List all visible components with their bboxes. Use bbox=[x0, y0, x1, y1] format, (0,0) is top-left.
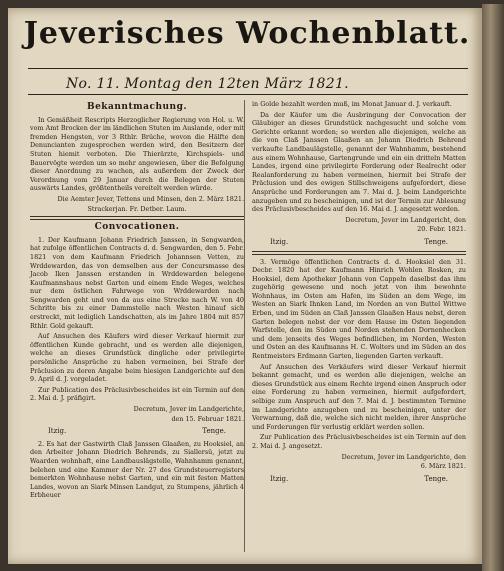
decretum-date: 20. Febr. 1821. bbox=[417, 225, 466, 234]
paragraph: 3. Vermöge öffentlichen Contracts d. d. Hooksiel den 31. Decbr. 1820 hat der Kaufmann Hinrich Wohlen Rosken, zu Hooksiel, dem Apotheker Johann von Cappeln daselbst das ihm zugehörig gewesene und noch jetzt von ihm bewohnte Wohnhaus, im Osten am Hafen, im Süden an dem Wege, im Westen an Siark Ihnken Land, im Norden an von Buttel Wittwe Erben, und im Süden an Claß Janssen Glaaßen Haus nebst, deren Garten belegen nebst der vor dem Hause im Osten liegenden Warfstelle, den im Süden und Norden stehenden Dornenhecken und dem jenseits des Weges befindlichen, im Norden, Westen und Osten an des Kaufmanns H. C. Wolters und im Süden an des Rentmeisters Erdmann Garten, liegenden Garten verkauft. bbox=[252, 257, 466, 361]
masthead-title: Jeverisches Wochenblatt. bbox=[23, 16, 471, 51]
masthead-rule bbox=[28, 68, 468, 69]
issue-dateline: No. 11. Montag den 12ten März 1821. bbox=[66, 76, 349, 92]
right-column bbox=[252, 100, 466, 487]
paragraph: Da der Käufer um die Ausbringung der Convocation der Gläubiger an dieses Grundstück nachgesucht und solche vom Gerichte erkannt worden; so werden alle diejenigen, welche an die von Claß Janssen Glaaßen an Johann Diedrich Behrend verkaufte Landbaulägstelle, genannt der Wahnhamm, bestehend aus einem Wohnhause, Gartengrunde und ein ein dritteln Matten Landes, irgend eine privilegirte Forderung oder Realrecht oder Realanforderung zu haben vermeinen, hiermit bei Strafe der Präclusion und des ewigen Stillschweigens aufgefordert, diese Ansprüche und Forderungen am 7. Mai d. J. beim Landgerichte anzugeben und zu bescheinigen, und ist der Termin zur Ablesung des Präclusivbescheides auf den 16. Mai d. J. angesetzt worden. bbox=[252, 110, 466, 214]
paragraph: Auf Ansuchen des Käufers wird dieser Verkauf hiermit zur öffentlichen Kunde gebracht, und es werden alle diejenigen, welche an dieses Grundstück dingliche oder privilegirte persönliche Ansprüche zu haben vermeinen, bei Strafe der Präclusion zu deren Angabe beim hiesigen Landgerichte auf den 9. April d. J. vorgeladet. bbox=[30, 332, 244, 384]
section-divider bbox=[30, 216, 244, 220]
decretum-date: 6. März 1821. bbox=[420, 462, 466, 471]
signature-itzig: Itzig. bbox=[48, 427, 67, 436]
newspaper-page bbox=[8, 8, 482, 564]
signature-names: Strackerjan. Fr. Detber. Laum. bbox=[87, 204, 187, 213]
paragraph: Zur Publication des Präclusivbescheides ist ein Termin auf den 2. Mai d. J. präfigirt. bbox=[30, 385, 244, 403]
left-column bbox=[30, 100, 244, 502]
signature-itzig: Itzig. bbox=[270, 474, 289, 483]
signature-row bbox=[252, 475, 466, 484]
heading-bekanntmachung: Bekanntmachung. bbox=[86, 102, 188, 112]
section-divider bbox=[252, 251, 466, 255]
signature-tenge: Tenge. bbox=[202, 427, 226, 436]
heading-convocationen: Convocationen. bbox=[94, 222, 180, 233]
decretum-date: den 15. Februar 1821. bbox=[171, 414, 244, 423]
paragraph: in Golde bezahlt werden muß, im Monat Januar d. J. verkauft. bbox=[252, 100, 452, 108]
decretum-line: Decretum, Jever im Landgericht, den bbox=[345, 215, 466, 224]
signature-itzig: Itzig. bbox=[270, 237, 289, 246]
paragraph: Zur Publication des Präclusivbescheides ist ein Termin auf den 2. Mai d. J. angesetzt. bbox=[252, 433, 466, 450]
decretum-line: Decretum, Jever im Landgerichte, bbox=[133, 405, 244, 413]
decretum-line: Decretum, Jever im Landgerichte, den bbox=[341, 452, 466, 461]
paragraph: 1. Der Kaufmann Johann Friedrich Janssen, in Sengwarden, hat zufolge öffentlichen Contracts d. d. Sengwarden, den 5. Febr. 1821 von dem Kaufmann Friedrich Johannsen Vetten, zu Wrddewarden, das von demselben aus der Concursmasse des Jacob Iken Janssen erstanden in Wrddewarden belegene Kaufmannshaus nebst Garten und einem Ende Weges, welches nur dem östlichen Fahrwege von Wrddewarden nach Sengwarden geht und von da aus eine Strecke nach W. von 40 Schritte bis zu einer Dammstelle nach Westen hinauf sich erstreckt, mit lediglich Landschatten, als im Jahre 1804 mit 857 Rthlr. Gold gekauft. bbox=[30, 235, 244, 330]
signature-tenge: Tenge. bbox=[424, 237, 448, 246]
signature-row bbox=[252, 238, 466, 247]
signature-line: Die Aemter Jever, Tettens und Minsen, den 2. März 1821. bbox=[57, 194, 244, 203]
book-spine bbox=[482, 4, 504, 571]
paragraph: 2. Es hat der Gastwirth Claß Janssen Glaaßen, zu Hooksiel, an den Arbeiter Johann Diedrich Behrends, zu Siallersü, jetzt zu Waarden wohnhaft, eine Landbauslägstelle, Wahnhamm genannt, belehen und eine Kammer der Nr. 27 des Grundsteuerregisters bemerkten Wohnhause nebst Garten, und ein mit festen Matten Landes, wovon an Siark Minsen Landgut, zu Stumpens, jährlich 4 Erbheuer bbox=[30, 439, 244, 500]
dateline-rule bbox=[28, 94, 468, 95]
signature-tenge: Tenge. bbox=[424, 474, 448, 483]
paragraph: In Gemäßheit Rescripts Herzoglicher Regierung von Hol. u. W. vom Amt Brocken der im ländlichen Stuten im Auslande, oder mit fremden Hengsten, vor 3 Rthlr. Brüche, wovon die Hälfte den Denuncianten zugesprochen werden wird, den Besitzern der Stuten hiemit verboten. Die Thierärzte, Kirchspiels- und Bauervögte werden um so mehr angewiesen, über die Befolgung dieser Anordnung zu wachen, als außerdem der Zweck der Verordnung vom 29 Januar durch die Belegen der Stuten auswärts Landes, größtentheils vereitelt werden würde. bbox=[30, 115, 244, 193]
column-separator bbox=[244, 100, 245, 552]
signature-row bbox=[30, 427, 244, 436]
paragraph: Auf Ansuchen des Verkäufers wird dieser Verkauf hiermit bekannt gemacht, und es werden alle diejenigen, welche an dieses Grundstück aus einem Rechte irgend einen Anspruch oder eine Forderung zu haben vermeinen, hiermit aufgefordert, selbige zum Anspruch auf den 7. Mai d. J. bestimmten Termine im Landgerichte anzugeben und zu bescheinigen, unter der Verwarnung, daß die, welche sich nicht melden, ihrer Ansprüche und Forderungen für verlustig erklärt werden sollen. bbox=[252, 362, 466, 431]
